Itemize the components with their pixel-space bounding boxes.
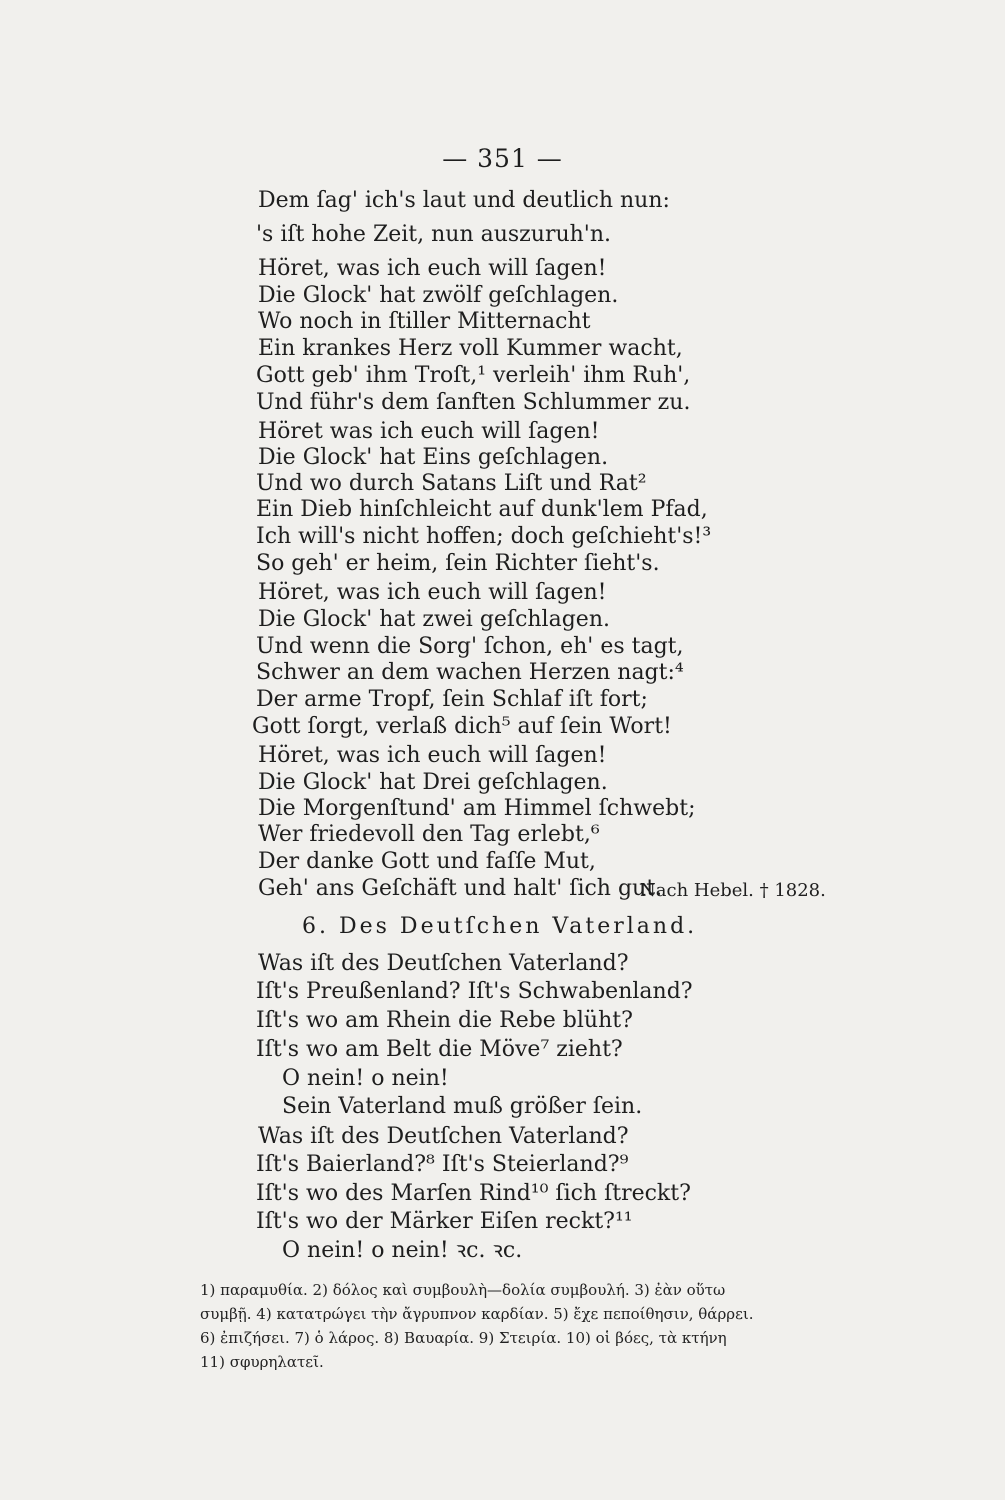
verse-line: Schwer an dem wachen Herzen nagt:⁴ <box>256 660 684 685</box>
verse-line: Iſt's Baierland?⁸ Iſt's Steierland?⁹ <box>256 1152 629 1177</box>
verse-line: Wo noch in ſtiller Mitternacht <box>258 309 591 334</box>
poem-title: 6. Des Deutſchen Vaterland. <box>302 914 698 939</box>
verse-line: Was iſt des Deutſchen Vaterland? <box>258 951 629 976</box>
verse-line: Iſt's wo am Belt die Möve⁷ zieht? <box>256 1037 623 1062</box>
verse-line: Iſt's wo des Marſen Rind¹⁰ ſich ſtreckt? <box>256 1181 691 1206</box>
verse-line: Die Morgenſtund' am Himmel ſchwebt; <box>258 796 696 821</box>
verse-line: So geh' er heim, ſein Richter ſieht's. <box>256 551 660 576</box>
verse-line: Höret, was ich euch will ſagen! <box>258 580 607 605</box>
footnote-line: 6) ἐπιζήσει. 7) ὁ λάρος. 8) Βαυαρία. 9) Στειρία. 10) οἱ βόες, τὰ κτήνη <box>200 1329 727 1347</box>
verse-line: Die Glock' hat Drei geſchlagen. <box>258 770 608 795</box>
verse-line: Der danke Gott und faſſe Mut, <box>258 849 596 874</box>
footnote-line: συμβῇ. 4) κατατρώγει τὴν ἄγρυπνον καρδίαν. 5) ἔχε πεποίθησιν, θάρρει. <box>200 1305 754 1323</box>
verse-line: 's iſt hohe Zeit, nun auszuruh'n. <box>256 222 612 247</box>
footnote-line: 11) σφυρηλατεῖ. <box>200 1353 324 1371</box>
verse-line: Was iſt des Deutſchen Vaterland? <box>258 1124 629 1149</box>
verse-line: Höret was ich euch will ſagen! <box>258 419 600 444</box>
attribution: Nach Hebel. † 1828. <box>640 880 826 901</box>
verse-line: Ich will's nicht hoffen; doch geſchieht's!³ <box>256 524 712 549</box>
verse-line: Gott geb' ihm Troſt,¹ verleih' ihm Ruh', <box>256 363 691 388</box>
verse-line: Wer friedevoll den Tag erlebt,⁶ <box>258 822 600 847</box>
verse-line: Iſt's wo am Rhein die Rebe blüht? <box>256 1008 633 1033</box>
verse-line: Iſt's Preußenland? Iſt's Schwabenland? <box>256 979 693 1004</box>
footnote-line: 1) παραμυθία. 2) δόλος καὶ συμβουλὴ—δολία συμβουλή. 3) ἐὰν οὕτω <box>200 1281 726 1299</box>
verse-line: Iſt's wo der Märker Eiſen reckt?¹¹ <box>256 1209 633 1234</box>
verse-line: Und führ's dem ſanften Schlummer zu. <box>256 390 691 415</box>
verse-line: Höret, was ich euch will ſagen! <box>258 256 607 281</box>
verse-line: Die Glock' hat zwei geſchlagen. <box>258 607 610 632</box>
verse-line: Der arme Tropf, ſein Schlaf iſt fort; <box>256 687 648 712</box>
page-number: — 351 — <box>442 144 563 173</box>
verse-line: Die Glock' hat zwölf geſchlagen. <box>258 283 619 308</box>
verse-line: O nein! o nein! ꝛc. ꝛc. <box>282 1238 523 1263</box>
verse-line: Höret, was ich euch will ſagen! <box>258 743 607 768</box>
verse-line: Und wo durch Satans Liſt und Rat² <box>256 471 647 496</box>
verse-line: Sein Vaterland muß größer ſein. <box>282 1094 643 1119</box>
verse-line: Ein Dieb hinſchleicht auf dunk'lem Pfad, <box>256 497 708 522</box>
verse-line: Dem ſag' ich's laut und deutlich nun: <box>258 188 670 213</box>
verse-line: Ein krankes Herz voll Kummer wacht, <box>258 336 683 361</box>
verse-line: Geh' ans Geſchäft und halt' ſich gut. <box>258 876 663 901</box>
verse-line: Gott ſorgt, verlaß dich⁵ auf ſein Wort! <box>252 714 672 739</box>
verse-line: Und wenn die Sorg' ſchon, eh' es tagt, <box>256 634 684 659</box>
verse-line: Die Glock' hat Eins geſchlagen. <box>258 445 609 470</box>
verse-line: O nein! o nein! <box>282 1066 449 1091</box>
